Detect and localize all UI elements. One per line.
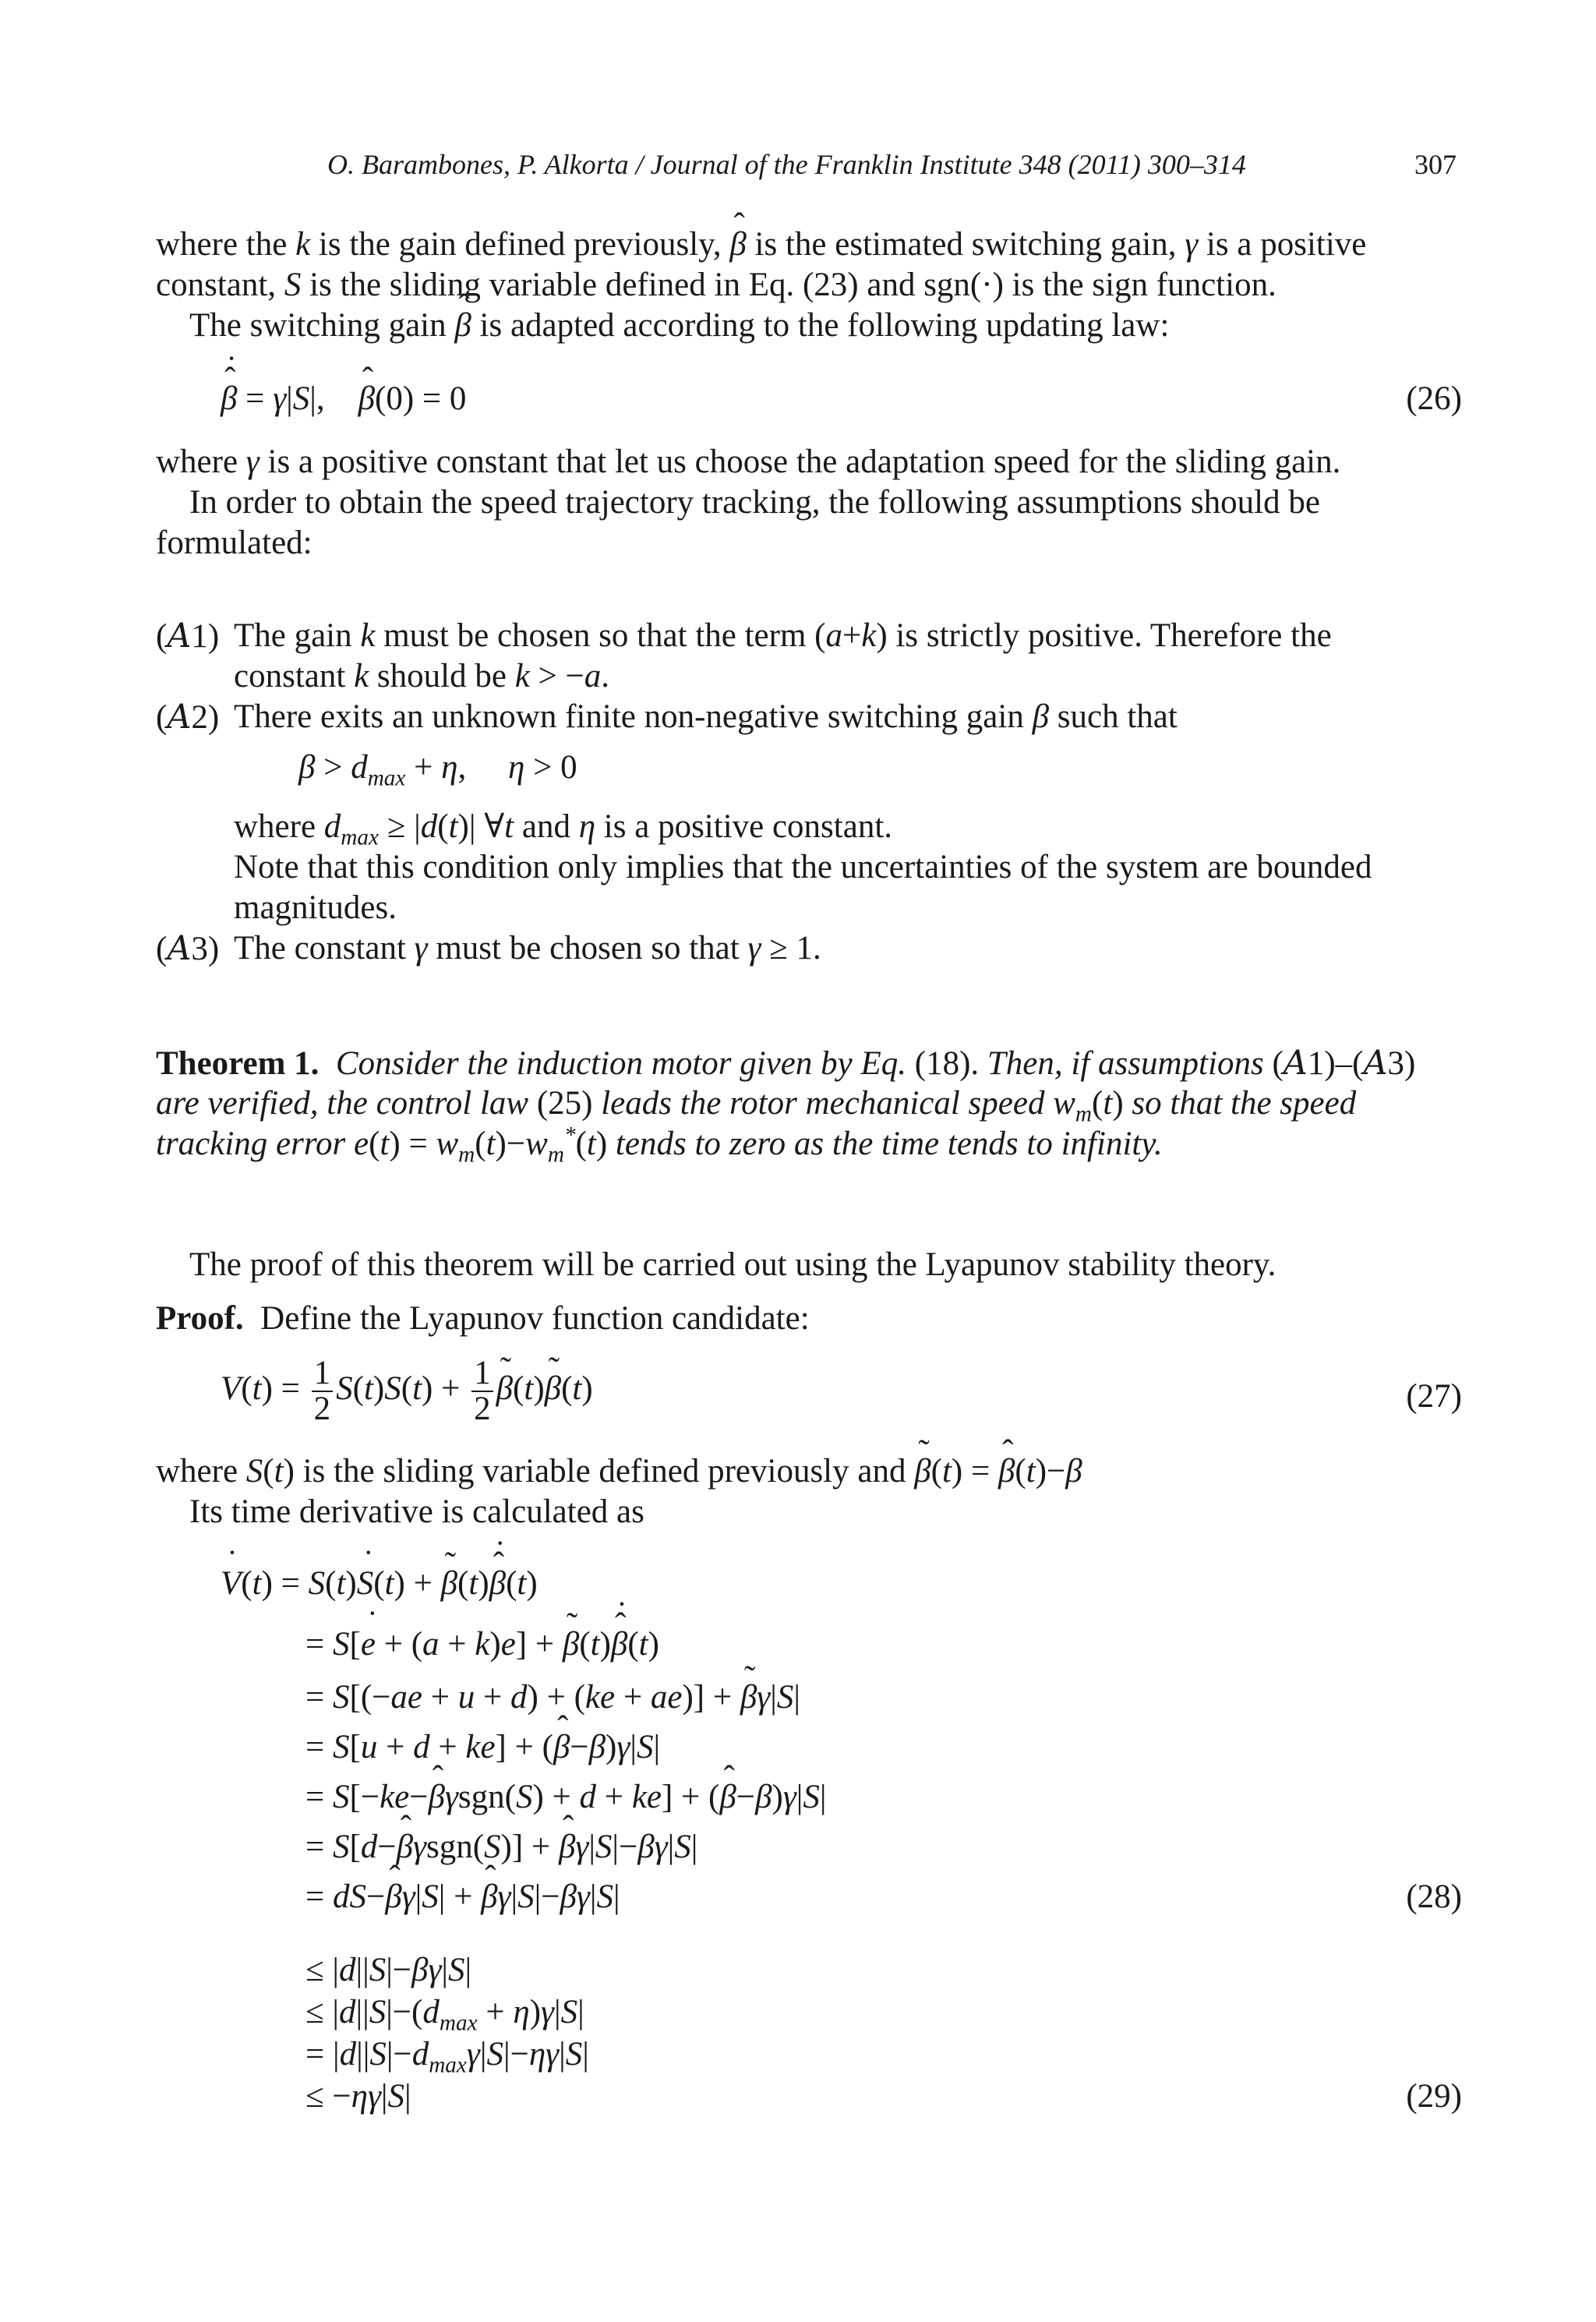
equation-29-line3: = $|d||S|-d_{max}\gamma|S|-\eta\gamma|S|$ <box>305 2036 589 2078</box>
assumption-a2-inequality: $\beta > d_{max} + \eta$, η > 0 <box>298 749 577 791</box>
proof-label: Proof. <box>156 1300 244 1337</box>
theorem-line1: Theorem 1. Consider the induction motor given by Eq. (18). Then, if assumptions (A1)–(A3) <box>156 1044 1416 1083</box>
para2-line2: In order to obtain the speed trajectory tracking, the following assumptions should be <box>189 484 1320 521</box>
para1-line3: The switching gain ˆ β is adapted according to the following updating law: <box>189 306 1169 346</box>
equation-28-line6: = S[d−ˆ βγsgn(S)] + ˆ βγ|S|−βγ|S| <box>305 1828 697 1866</box>
equation-28-line7: = dS−ˆ βγ|S| + ˆ βγ|S|−βγ|S| <box>305 1878 620 1916</box>
para2-line3: formulated: <box>156 525 312 561</box>
para1-line2: constant, S is the sliding variable defined in Eq. (23) and sgn(·) is the sign function. <box>156 267 1276 303</box>
assumption-a1-line1: The gain k must be chosen so that the term (a+k) is strictly positive. Therefore the <box>234 617 1332 654</box>
assumption-a2-line1: There exits an unknown finite non-negative switching gain β such that <box>234 698 1178 735</box>
equation-29-number: (29) <box>1406 2078 1462 2115</box>
para1-line1: where the k is the gain defined previously, ˆ β is the estimated switching gain, γ is a positive <box>156 224 1366 265</box>
equation-26: ˆ β ˙ = γ|S|, ˆ β(0) = 0 <box>221 380 466 418</box>
assumption-a3-line: The constant γ must be chosen so that γ ≥ 1. <box>234 930 821 967</box>
para3-line1: where S(t) is the sliding variable defined previously and ˜ β(t) = ˆ β(t)−β <box>156 1451 1082 1492</box>
assumption-a1-line2: constant k should be k > −a. <box>234 658 610 694</box>
assumption-a2-where: where $d_{max} \ge |d(t)|$ ∀t and η is a positive constant. <box>234 808 893 850</box>
para3-line2: Its time derivative is calculated as <box>189 1493 644 1530</box>
equation-28-number: (28) <box>1406 1878 1462 1915</box>
para2-line1: where γ is a positive constant that let us choose the adaptation speed for the sliding gain. <box>156 444 1341 480</box>
running-header: O. Barambones, P. Alkorta / Journal of the Franklin Institute 348 (2011) 300–314 <box>327 149 1246 180</box>
equation-28-line5: = S[−ke−ˆ βγsgn(S) + d + ke] + (ˆ β−β)γ|S| <box>305 1778 826 1816</box>
page-number: 307 <box>1414 149 1457 180</box>
assumption-a3-label: (A3) <box>156 929 220 968</box>
assumption-a2-label: (A2) <box>156 698 220 737</box>
equation-26-number: (26) <box>1406 380 1462 417</box>
theorem-label: Theorem 1. <box>156 1045 320 1082</box>
equation-28-line2: = S[˙ e + (a + k)e] + ˜ β(t)ˆ β ˙(t) <box>305 1625 659 1663</box>
proof-intro: The proof of this theorem will be carried out using the Lyapunov stability theory. <box>189 1246 1276 1283</box>
equation-27-number: (27) <box>1406 1378 1462 1415</box>
theorem-line2: are verified, the control law (25) leads the rotor mechanical speed $w_m(t)$ so that the speed <box>156 1085 1357 1127</box>
equation-27: V(t) = $\frac{1}{2}$ S(t)S(t) + $\frac{1}{2}$ ˜ β(t)˜ β(t) <box>221 1356 593 1426</box>
theorem-line3: tracking error $e(t) = w_m(t)-w_m^*(t)$ tends to zero as the time tends to infinity. <box>156 1122 1163 1168</box>
assumption-a2-note-line1: Note that this condition only implies that the uncertainties of the system are bounded <box>234 849 1372 885</box>
assumption-a1-label: (A1) <box>156 617 220 656</box>
equation-29-line4: ≤ −ηγ|S| <box>305 2078 411 2115</box>
equation-28-line1: ˙ V(t) = S(t)˙ S(t) + ˜ β(t)ˆ β ˙(t) <box>221 1564 538 1603</box>
proof-line: Proof. Define the Lyapunov function candidate: <box>156 1300 810 1337</box>
equation-28-line3: = S[(−ae + u + d) + (ke + ae)] + ˜ βγ|S| <box>305 1678 800 1716</box>
equation-29-line1: ≤ |d||S|−βγ|S| <box>305 1952 472 1988</box>
equation-28-line4: = S[u + d + ke] + (ˆ β−β)γ|S| <box>305 1728 660 1766</box>
assumption-a2-note-line2: magnitudes. <box>234 889 397 926</box>
equation-29-line2: ≤ $|d||S|-(d_{max} + \eta)\gamma|S|$ <box>305 1994 584 2036</box>
